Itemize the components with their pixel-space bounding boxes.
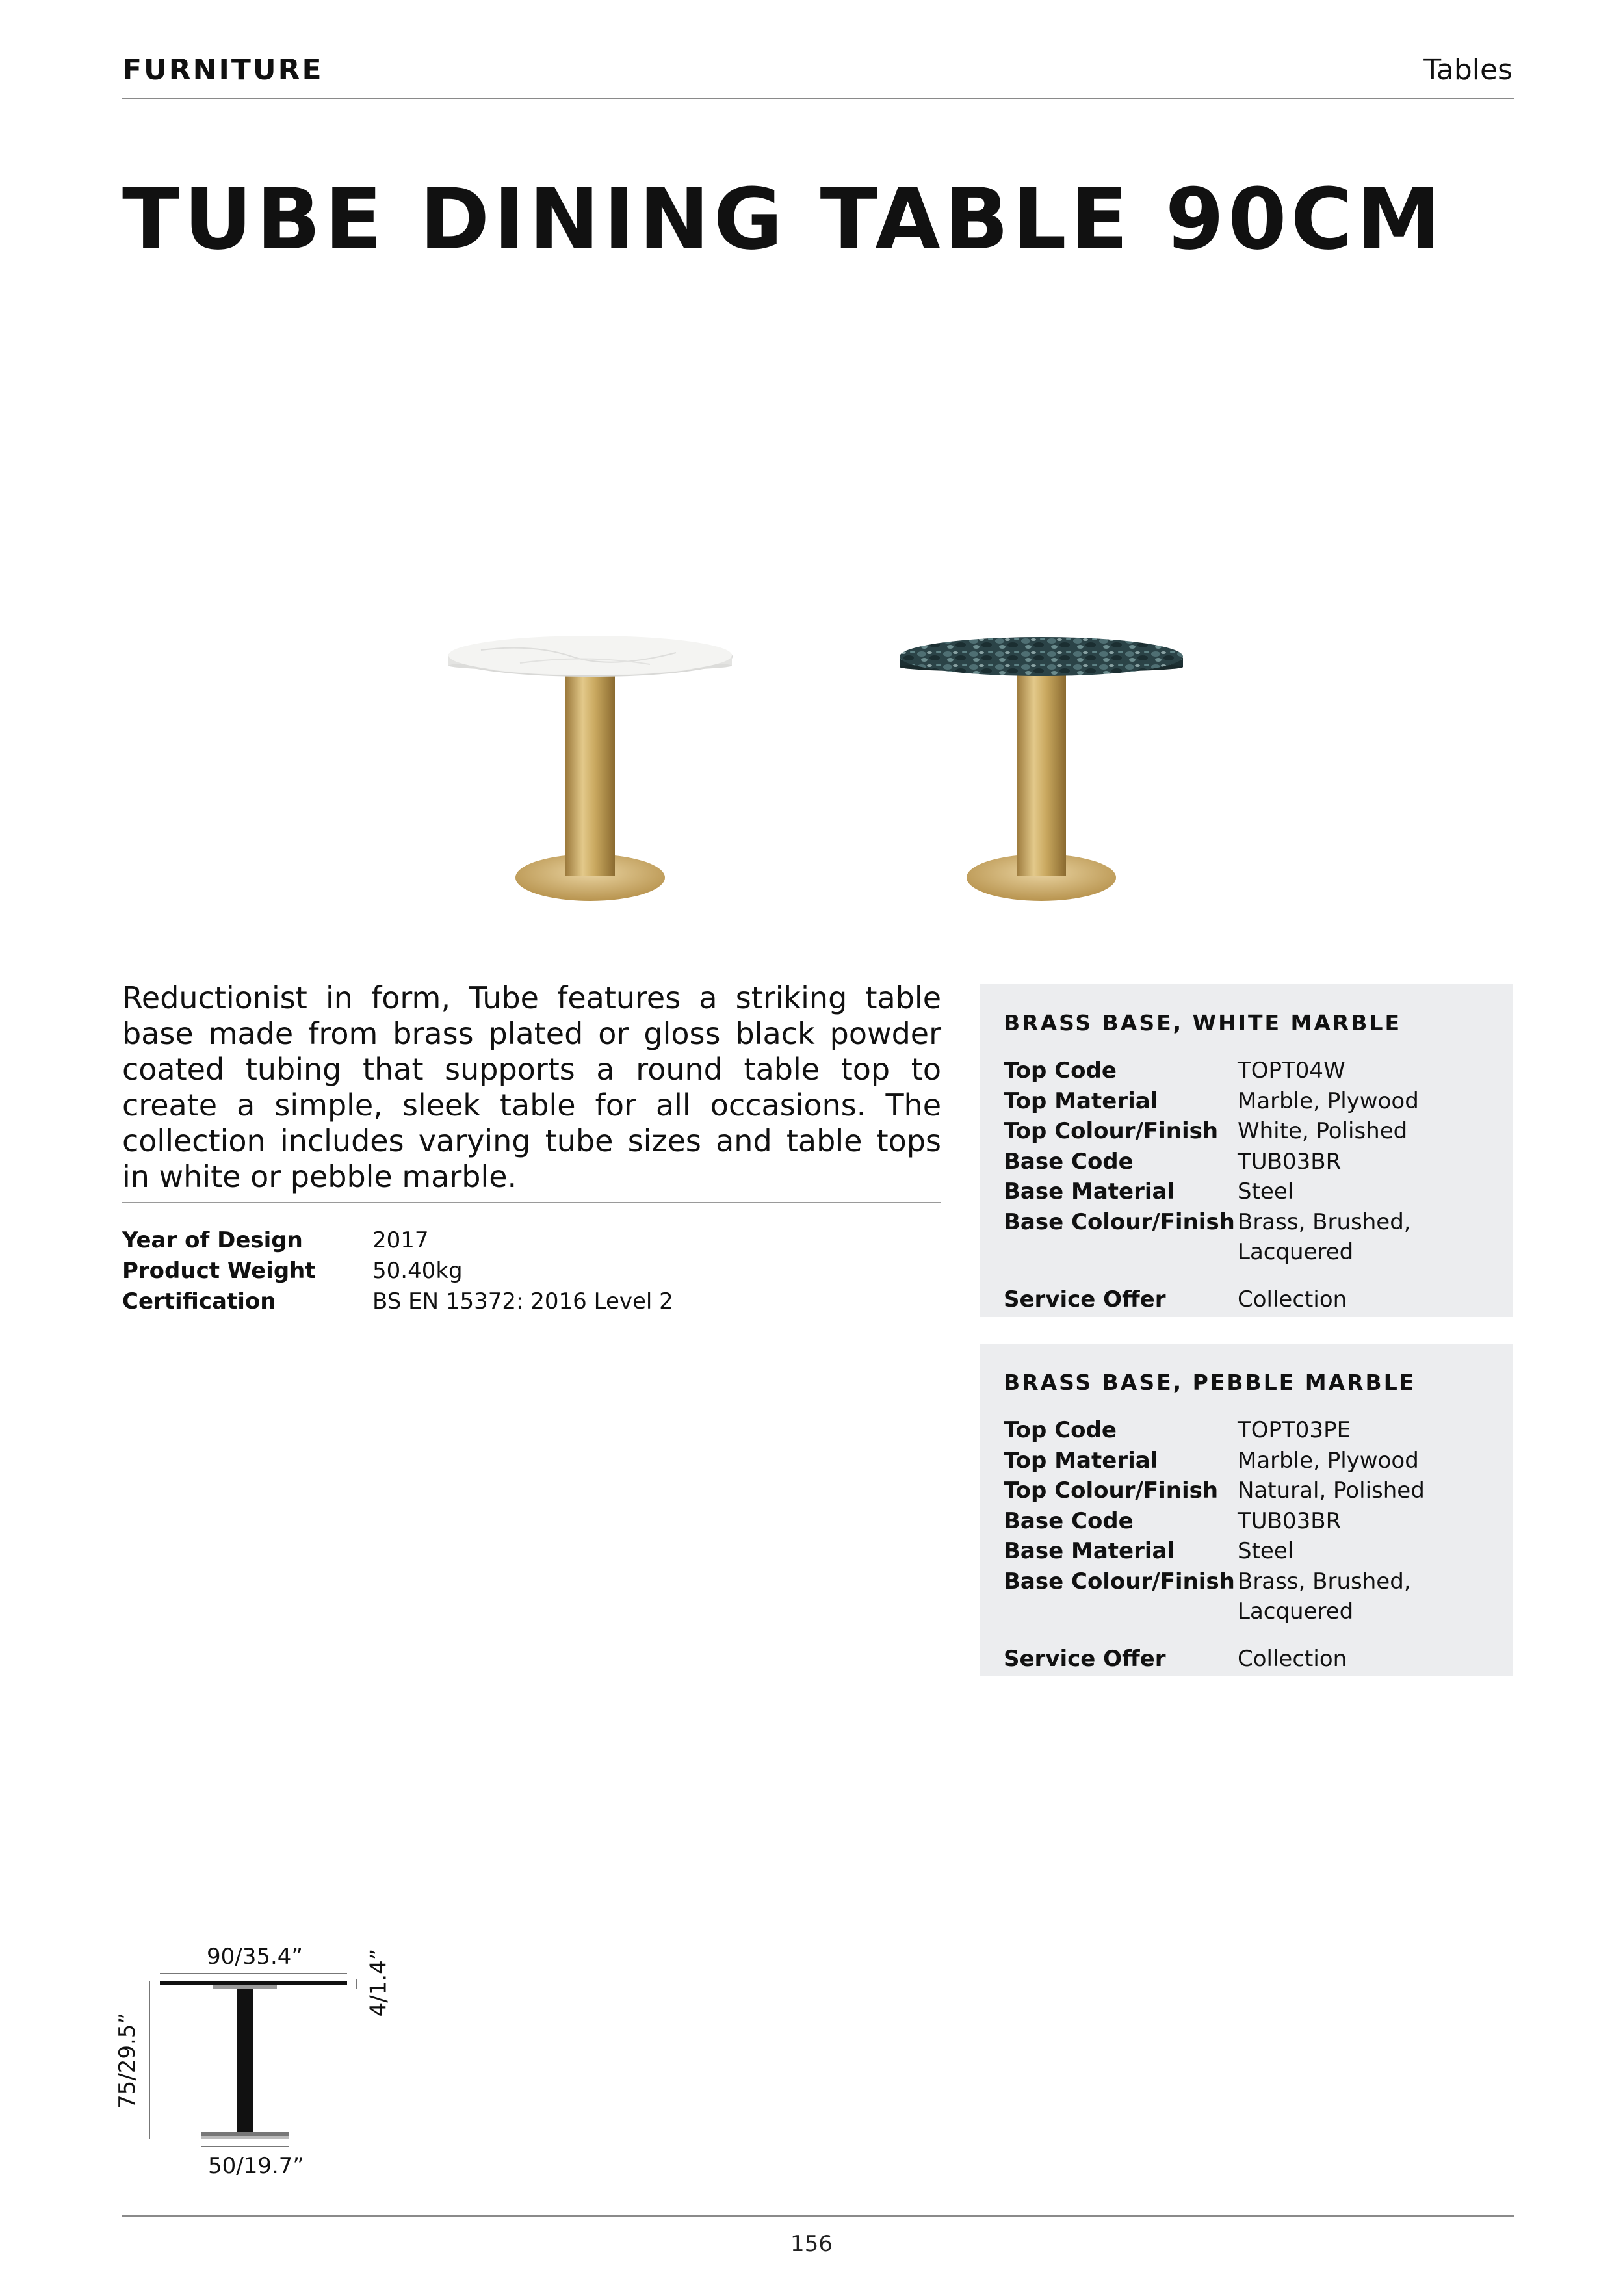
panel-value: Natural, Polished	[1238, 1478, 1425, 1504]
panel-value-line2: Lacquered	[1238, 1239, 1354, 1265]
spec-value: 2017	[372, 1227, 429, 1253]
panel-label: Base Code	[1004, 1507, 1134, 1534]
panel-row	[1004, 1116, 1490, 1147]
product-image-pebble-marble	[890, 624, 1196, 910]
panel-label: Top Colour/Finish	[1004, 1118, 1219, 1144]
variant-panel-pebble-marble	[980, 1344, 1513, 1676]
panel-value-line1: Brass, Brushed,	[1238, 1568, 1411, 1595]
panel-row	[1004, 1147, 1490, 1177]
panel-row	[1004, 1056, 1490, 1086]
panel-title: BRASS BASE, WHITE MARBLE	[1004, 1010, 1402, 1036]
panel-label: Top Material	[1004, 1088, 1158, 1114]
panel-label: Top Colour/Finish	[1004, 1478, 1219, 1504]
diagram-width-label: 90/35.4”	[207, 1944, 304, 1970]
spec-row-weight	[122, 1256, 673, 1286]
product-image-white-marble	[442, 624, 747, 910]
section-label: FURNITURE	[122, 53, 324, 86]
panel-row	[1004, 1086, 1490, 1117]
header-divider	[122, 98, 1514, 99]
panel-row-service	[1004, 1285, 1490, 1315]
panel-label: Base Colour/Finish	[1004, 1208, 1235, 1235]
spec-row-certification	[122, 1286, 673, 1317]
dimension-diagram	[110, 1944, 409, 2191]
category-label: Tables	[1423, 53, 1513, 86]
panel-value: TOPT04W	[1238, 1058, 1345, 1084]
diagram-base-label: 50/19.7”	[208, 2153, 305, 2179]
panel-value	[1238, 1207, 1411, 1268]
diagram-height-label: 75/29.5”	[114, 2012, 141, 2109]
panel-value: Steel	[1238, 1538, 1294, 1564]
panel-title: BRASS BASE, PEBBLE MARBLE	[1004, 1370, 1416, 1395]
panel-value	[1238, 1567, 1411, 1627]
footer-divider	[122, 2215, 1514, 2217]
diagram-top-thickness-label: 4/1.4”	[365, 1948, 392, 2017]
panel-label: Base Colour/Finish	[1004, 1568, 1235, 1595]
page-number: 156	[790, 2231, 833, 2257]
panel-label: Base Code	[1004, 1148, 1134, 1175]
general-specs	[122, 1225, 673, 1317]
product-description: Reductionist in form, Tube features a striking table base made from brass plated or gloss black powder coated tubing that supports a round table top to create a simple, sleek table for all occasions. The collection includes varying tube sizes and table tops in white or pebble marble.	[122, 980, 941, 1194]
panel-value-line2: Lacquered	[1238, 1598, 1354, 1624]
page-title: TUBE DINING TABLE 90CM	[122, 170, 1445, 268]
description-divider	[122, 1202, 941, 1203]
panel-row	[1004, 1567, 1490, 1627]
panel-value-line1: Brass, Brushed,	[1238, 1208, 1411, 1235]
spec-label: Year of Design	[122, 1227, 303, 1253]
spec-row-year	[122, 1225, 673, 1256]
panel-value: TUB03BR	[1238, 1507, 1342, 1534]
panel-value: Steel	[1238, 1179, 1294, 1205]
panel-value: TOPT03PE	[1238, 1417, 1351, 1443]
spec-value: 50.40kg	[372, 1258, 463, 1284]
panel-row	[1004, 1177, 1490, 1207]
panel-value: TUB03BR	[1238, 1148, 1342, 1175]
variant-panel-white-marble	[980, 984, 1513, 1317]
panel-label: Top Code	[1004, 1058, 1117, 1084]
panel-row	[1004, 1536, 1490, 1567]
spec-label: Product Weight	[122, 1258, 316, 1284]
spec-label: Certification	[122, 1288, 276, 1314]
panel-value: Marble, Plywood	[1238, 1447, 1419, 1474]
panel-label: Base Material	[1004, 1179, 1175, 1205]
panel-label: Base Material	[1004, 1538, 1175, 1564]
panel-label: Service Offer	[1004, 1645, 1166, 1672]
panel-row	[1004, 1446, 1490, 1476]
panel-row	[1004, 1476, 1490, 1506]
panel-row	[1004, 1506, 1490, 1537]
spec-value: BS EN 15372: 2016 Level 2	[372, 1288, 673, 1314]
panel-value: White, Polished	[1238, 1118, 1408, 1144]
panel-value: Marble, Plywood	[1238, 1088, 1419, 1114]
panel-value: Collection	[1238, 1286, 1347, 1312]
panel-label: Service Offer	[1004, 1286, 1166, 1312]
panel-label: Top Material	[1004, 1447, 1158, 1474]
panel-value: Collection	[1238, 1645, 1347, 1672]
panel-row	[1004, 1207, 1490, 1268]
panel-row	[1004, 1415, 1490, 1446]
panel-row-service	[1004, 1644, 1490, 1675]
panel-label: Top Code	[1004, 1417, 1117, 1443]
